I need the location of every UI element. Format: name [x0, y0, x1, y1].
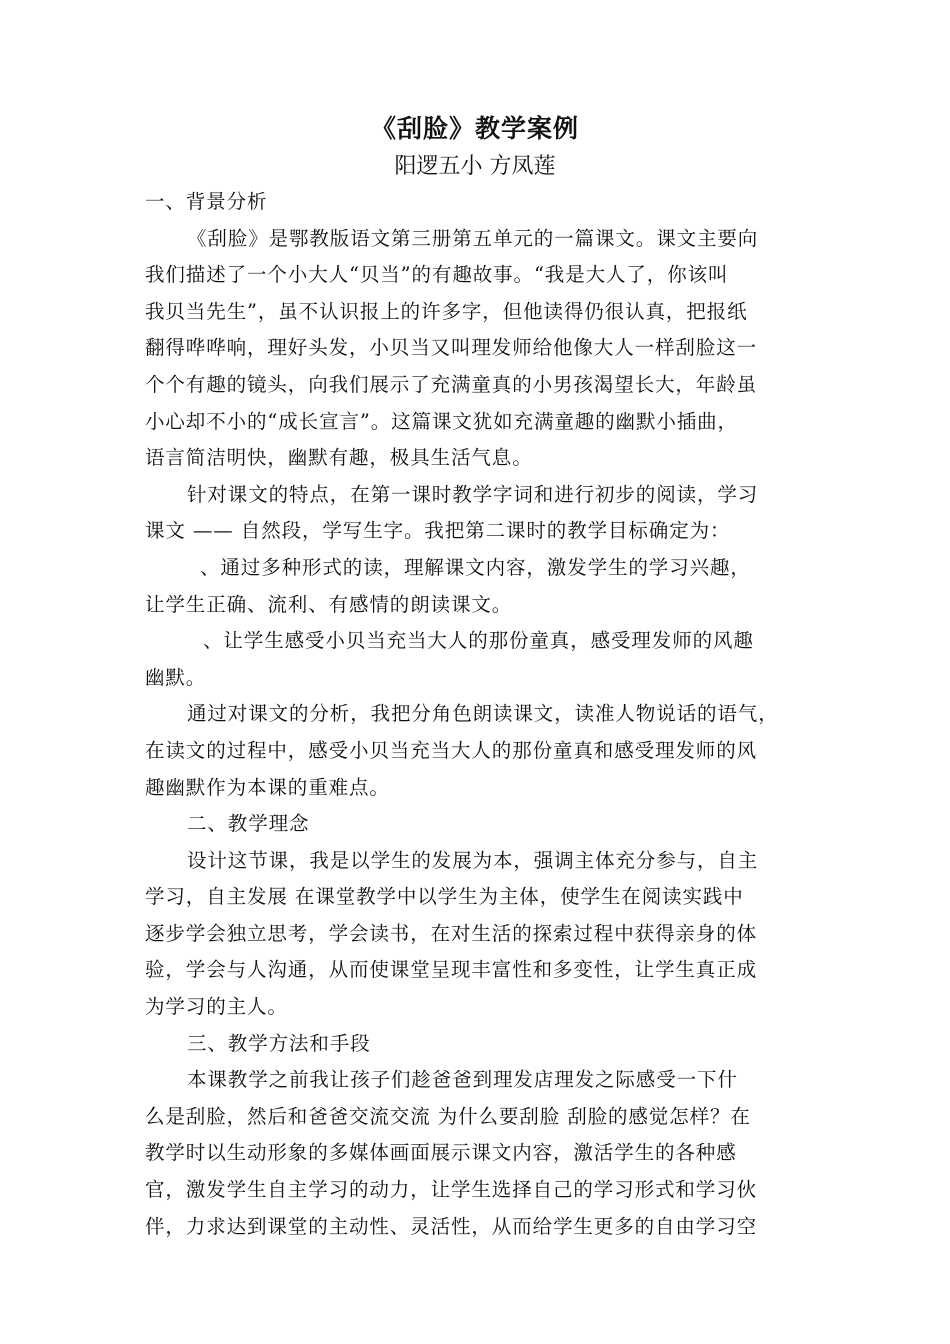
document-body	[145, 184, 815, 1245]
body-line: 针对课文的特点，在第一课时教学字词和进行初步的阅读，学习	[187, 482, 759, 506]
body-line: 、让学生感受小贝当充当大人的那份童真，感受理发师的风趣	[203, 629, 754, 653]
body-line: 让学生正确、流利、有感情的朗读课文。	[145, 592, 513, 616]
body-line: 伴，力求达到课堂的主动性、灵活性，从而给学生更多的自由学习空	[145, 1214, 758, 1238]
body-line: 语言简洁明快，幽默有趣，极具生活气息。	[145, 446, 533, 470]
body-line: 官，激发学生自主学习的动力，让学生选择自己的学习形式和学习伙	[145, 1178, 758, 1202]
body-line: 逐步学会独立思考，学会读书，在对生活的探索过程中获得亲身的体	[145, 921, 758, 945]
section-heading-methods: 三、教学方法和手段	[187, 1031, 371, 1055]
body-line: 课文 —— 自然段，学写生字。我把第二课时的教学目标确定为：	[145, 519, 731, 543]
document-title: 《刮脸》教学案例	[370, 114, 579, 143]
body-line: 幽默。	[145, 665, 207, 689]
body-line: 小心却不小的“成长宣言”。这篇课文犹如充满童趣的幽默小插曲，	[145, 409, 738, 433]
document-author: 阳逻五小 方凤莲	[394, 154, 556, 179]
body-line: 我们描述了一个小大人“贝当”的有趣故事。“我是大人了，你该叫	[145, 263, 729, 287]
body-line: 教学时以生动形象的多媒体画面展示课文内容，激活学生的各种感	[145, 1141, 737, 1165]
section-heading-background: 一、背景分析	[145, 190, 268, 213]
body-line: 我贝当先生”，虽不认识报上的许多字，但他读得仍很认真，把报纸	[145, 299, 748, 323]
body-line: 设计这节课，我是以学生的发展为本，强调主体充分参与，自主	[187, 848, 759, 872]
body-line: 翻得哗哗响，理好头发，小贝当又叫理发师给他像大人一样刮脸这一	[145, 336, 758, 360]
body-line: 验，学会与人沟通，从而使课堂呈现丰富性和多变性，让学生真正成	[145, 958, 758, 982]
body-line: 《刮脸》是鄂教版语文第三册第五单元的一篇课文。课文主要向	[187, 226, 759, 250]
section-heading-philosophy: 二、教学理念	[187, 812, 310, 836]
body-line: 么是刮脸，然后和爸爸交流交流 为什么要刮脸 刮脸的感觉怎样？在	[145, 1104, 751, 1128]
body-line: 个个有趣的镜头，向我们展示了充满童真的小男孩渴望长大，年龄虽	[145, 372, 758, 396]
body-line: 通过对课文的分析，我把分角色朗读课文，读准人物说话的语气，	[187, 702, 779, 726]
body-line: 本课教学之前我让孩子们趁爸爸到理发店理发之际感受一下什	[187, 1068, 738, 1092]
body-line: 在读文的过程中，感受小贝当充当大人的那份童真和感受理发师的风	[145, 738, 758, 762]
body-line: 、通过多种形式的读，理解课文内容，激发学生的学习兴趣，	[200, 555, 751, 579]
body-line: 趣幽默作为本课的重难点。	[145, 775, 390, 799]
body-line: 学习，自主发展 在课堂教学中以学生为主体，使学生在阅读实践中	[145, 885, 744, 909]
body-line: 为学习的主人。	[145, 995, 288, 1019]
